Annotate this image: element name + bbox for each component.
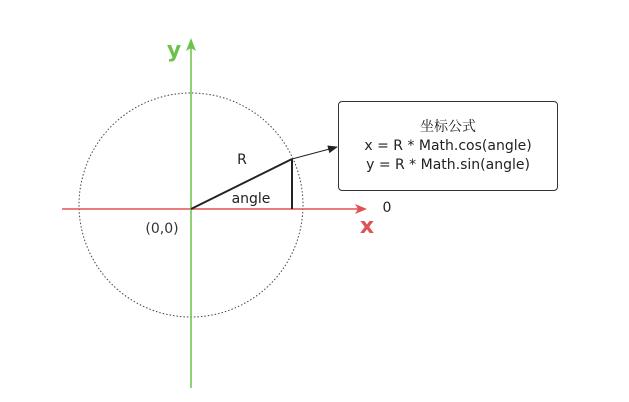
angle-label: angle — [231, 191, 271, 207]
y-axis-label: y — [166, 38, 182, 63]
origin-label: (0,0) — [145, 221, 179, 237]
formula-title: 坐标公式 — [420, 118, 476, 135]
radius-label: R — [237, 152, 247, 168]
formula-x: x = R * Math.cos(angle) — [364, 137, 532, 154]
x-axis-label: x — [359, 214, 375, 239]
connector-arrow — [292, 147, 337, 159]
formula-y: y = R * Math.sin(angle) — [366, 156, 530, 173]
formula-box — [338, 101, 558, 191]
x-axis-end-label: 0 — [382, 200, 392, 216]
